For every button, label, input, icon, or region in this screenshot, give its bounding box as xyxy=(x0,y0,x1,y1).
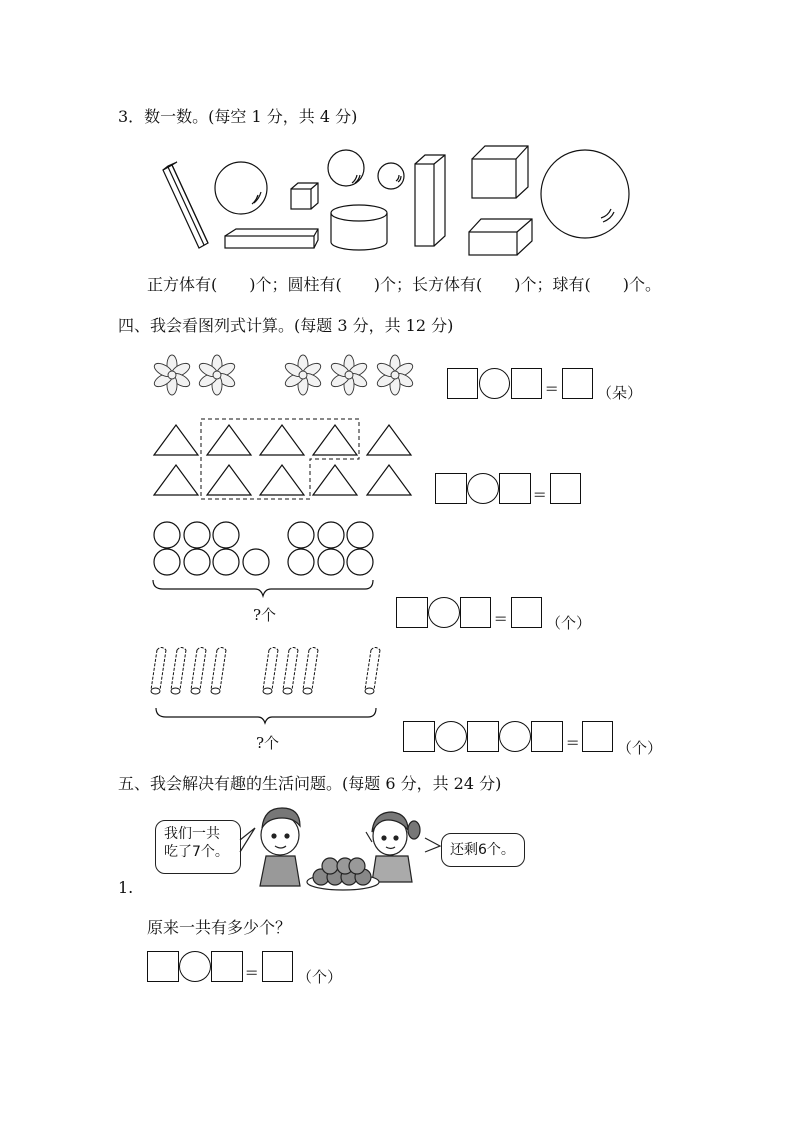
equals-sign: = xyxy=(494,609,508,628)
q3-answer-line[interactable]: 正方体有( )个；圆柱有( )个；长方体有( )个；球有( )个。 xyxy=(147,275,661,294)
operator-circle[interactable] xyxy=(179,951,211,982)
unit-label: （个） xyxy=(297,968,343,986)
boy-speech-line1: 我们一共 xyxy=(164,826,220,842)
girl-speech-bubble xyxy=(441,833,525,867)
section5-title: 五、我会解决有趣的生活问题。(每题 6 分，共 24 分) xyxy=(118,774,502,793)
brace-label: ?个 xyxy=(253,606,277,624)
problem-number: 1. xyxy=(118,878,134,897)
equals-sign: = xyxy=(245,963,259,982)
equals-sign: = xyxy=(533,485,547,504)
answer-box[interactable] xyxy=(262,951,293,982)
brace-label: ?个 xyxy=(256,734,280,752)
problem-question: 原来一共有多少个？ xyxy=(147,918,292,937)
q3-title: 3．数一数。(每空 1 分，共 4 分) xyxy=(118,107,358,126)
unit-label: （个） xyxy=(617,739,663,757)
section4-title: 四、我会看图列式计算。(每题 3 分，共 12 分) xyxy=(118,316,454,335)
answer-box[interactable] xyxy=(147,951,179,982)
unit-label: （朵） xyxy=(597,384,643,402)
equals-sign: = xyxy=(545,379,559,398)
girl-speech-text: 还剩6个。 xyxy=(450,842,515,858)
unit-label: （个） xyxy=(546,614,592,632)
answer-box[interactable] xyxy=(211,951,243,982)
boy-speech-line2: 吃了7个。 xyxy=(164,844,229,860)
equals-sign: = xyxy=(566,733,580,752)
